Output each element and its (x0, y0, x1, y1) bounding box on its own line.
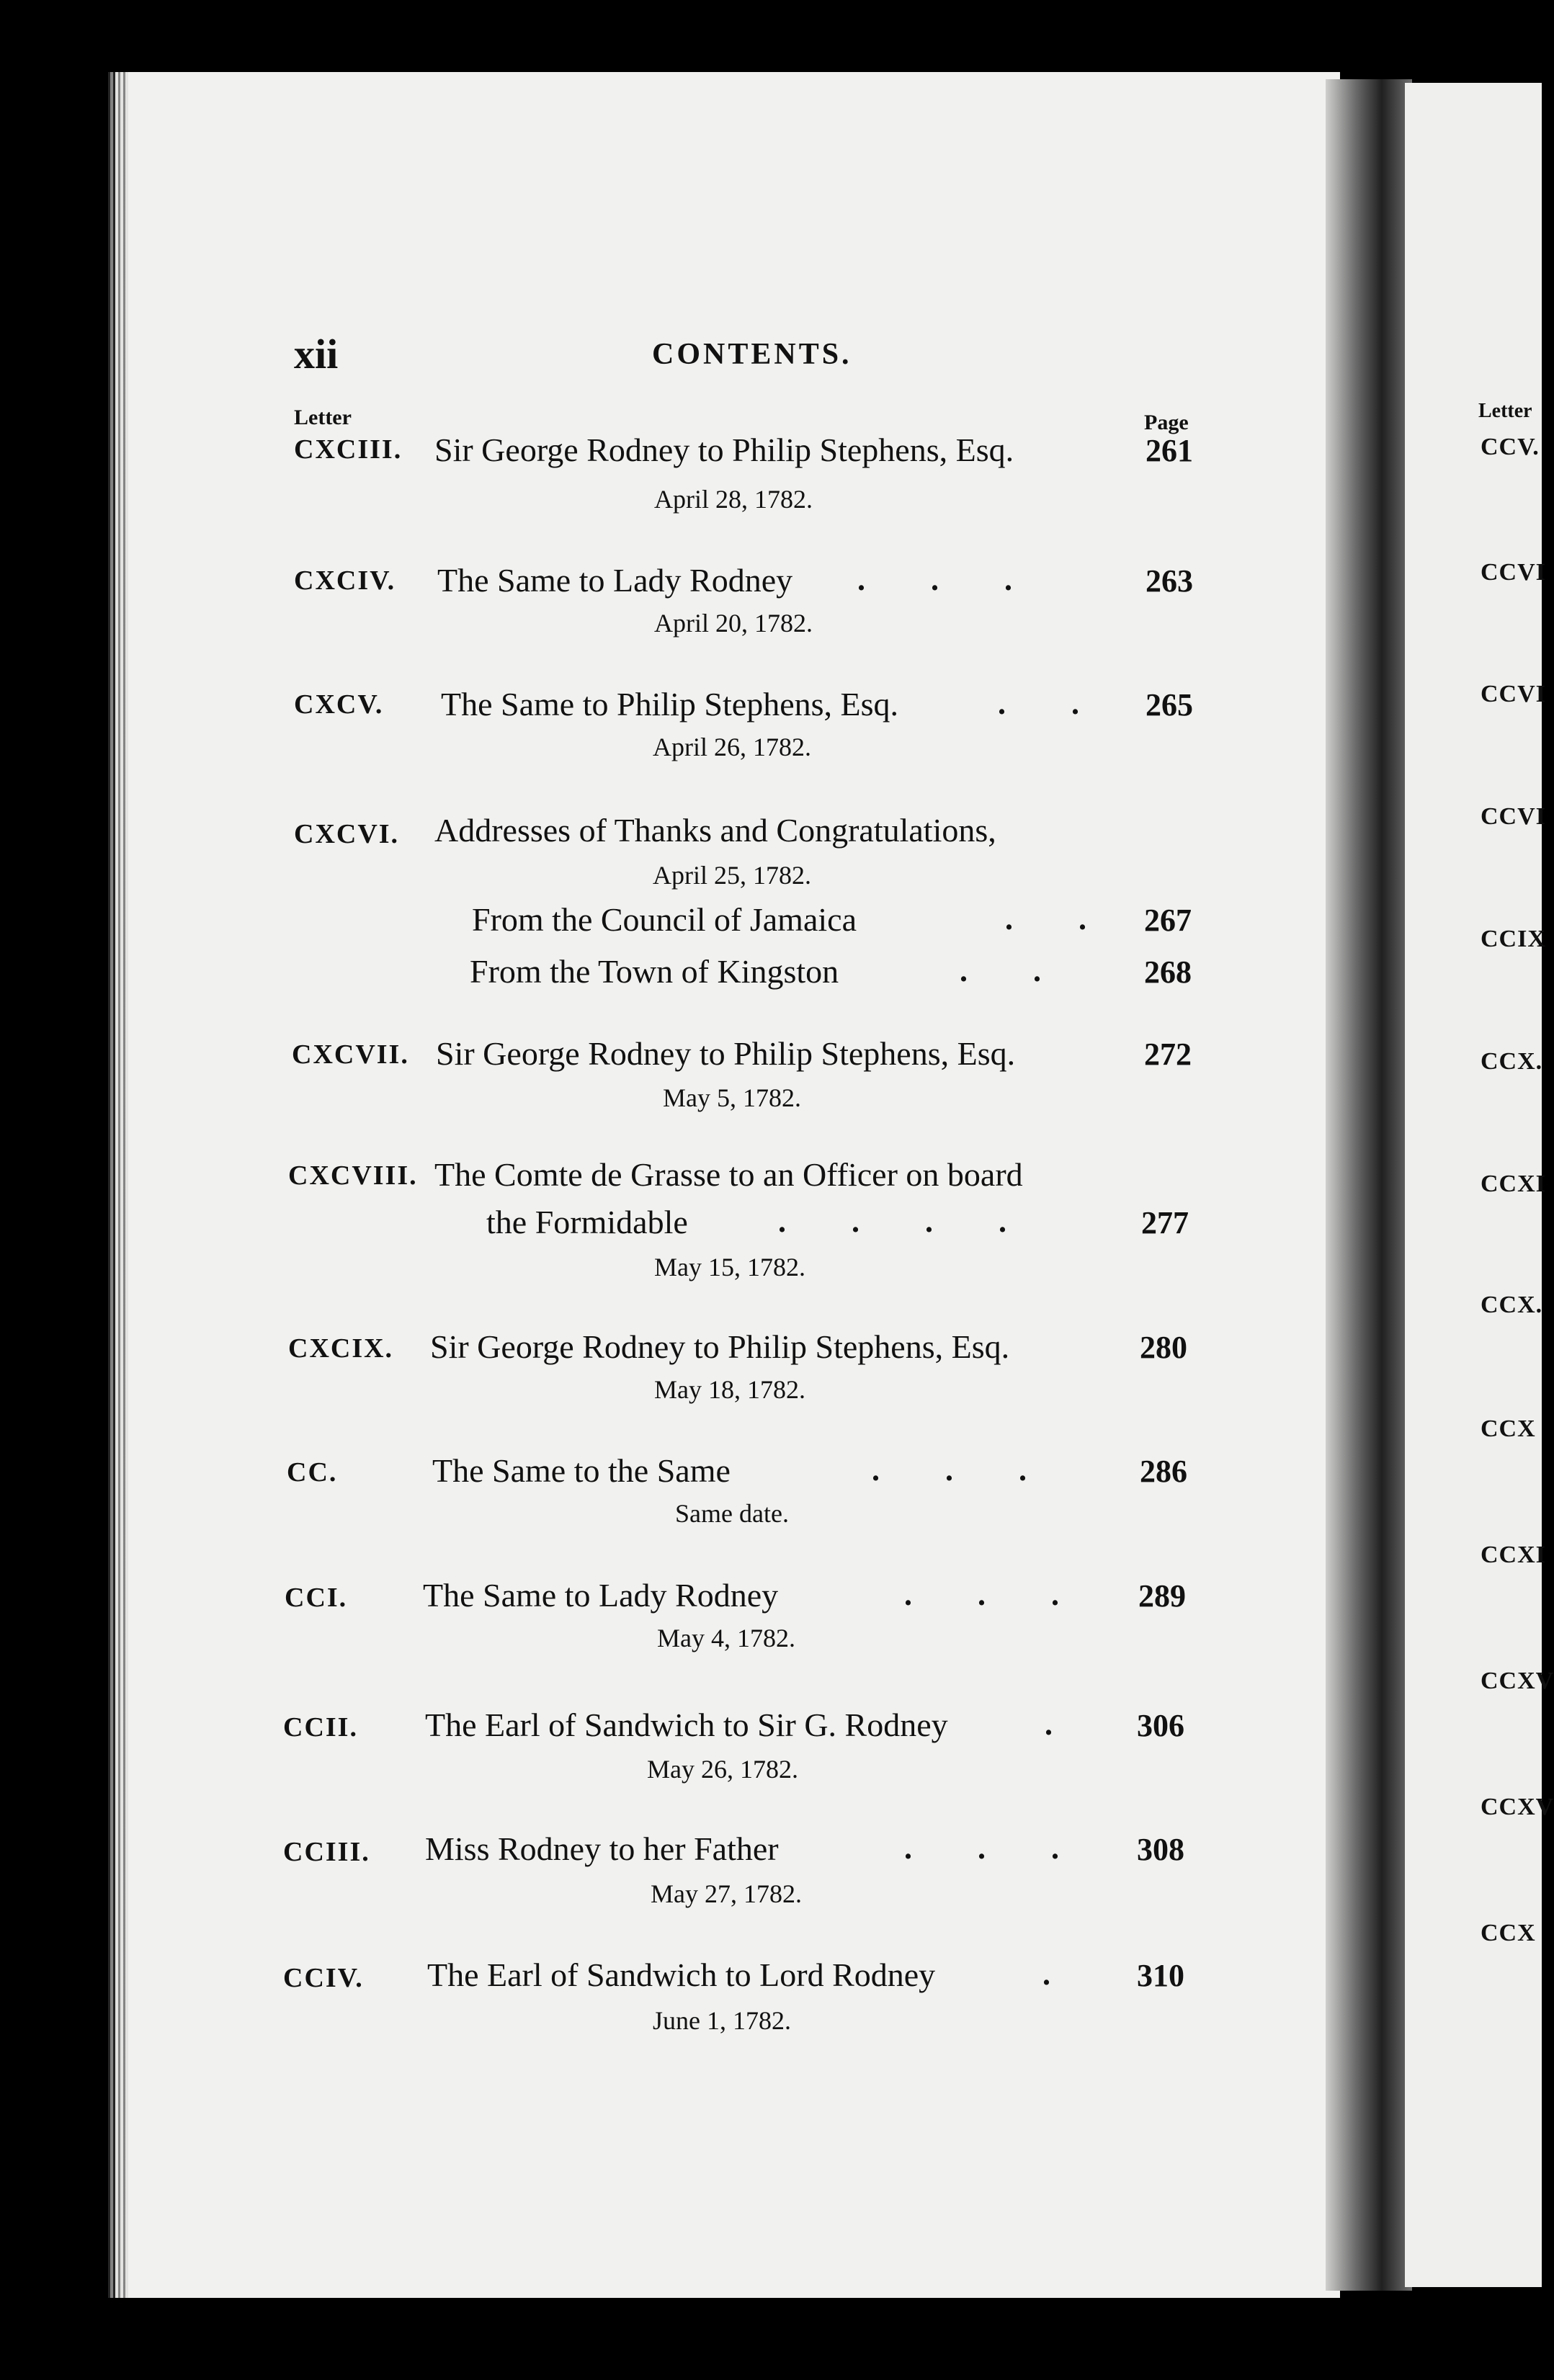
entry-title: The Earl of Sandwich to Lord Rodney (427, 1956, 936, 1993)
running-title: CONTENTS. (652, 338, 852, 371)
entry-number: CXCIV. (294, 565, 396, 596)
entry-page: 286 (1140, 1454, 1187, 1489)
entry-number: CC. (287, 1457, 338, 1488)
facing-entry-number: CCXV (1481, 1794, 1554, 1820)
entry-page: 265 (1146, 687, 1193, 722)
entry-date: April 26, 1782. (653, 733, 811, 761)
entry-date: May 15, 1782. (654, 1253, 805, 1281)
entry-date: May 4, 1782. (657, 1624, 795, 1652)
entry-date: May 27, 1782. (651, 1879, 802, 1908)
facing-entry-number: CCX (1481, 1920, 1536, 1946)
entry-page: 306 (1137, 1708, 1184, 1743)
facing-entry-number: CCV. (1481, 434, 1540, 460)
entry-number: CXCIII. (294, 434, 403, 465)
entry-title: The Comte de Grasse to an Officer on board (434, 1156, 1023, 1193)
leader-dots: . . (998, 686, 1108, 721)
entry-page: 308 (1137, 1832, 1184, 1867)
facing-entry-number: CCXV (1481, 1668, 1554, 1694)
facing-entry-number: CCVI (1481, 681, 1546, 707)
entry-title: The Same to Philip Stephens, Esq. (441, 686, 899, 722)
entry-date: May 18, 1782. (654, 1375, 805, 1404)
facing-entry-number: CCVI (1481, 559, 1546, 586)
facing-entry-number: CCIX (1481, 926, 1546, 952)
entry-number: CXCVIII. (288, 1160, 418, 1191)
sub-entry-page: 267 (1144, 903, 1192, 938)
facing-entry-number: CCXI (1481, 1542, 1546, 1568)
leader-dots: . . (1005, 901, 1115, 936)
entry-number: CCII. (283, 1712, 358, 1742)
entry-page: 272 (1144, 1037, 1192, 1072)
entry-page: 310 (1137, 1958, 1184, 1993)
leader-dots: . . . (857, 562, 1041, 597)
entry-page: 263 (1146, 563, 1193, 599)
entry-title: Sir George Rodney to Philip Stephens, Esq. (434, 431, 1014, 468)
sub-entry-title: From the Town of Kingston (470, 953, 839, 990)
entry-number: CCIV. (283, 1963, 364, 1993)
entry-number: CCI. (285, 1583, 348, 1613)
entry-number: CXCVI. (294, 819, 400, 849)
entry-date: April 20, 1782. (654, 609, 813, 638)
facing-entry-number: CCX. (1481, 1048, 1543, 1075)
entry-title: Addresses of Thanks and Congratulations, (434, 812, 996, 849)
letter-column-header: Letter (294, 406, 352, 429)
entry-title: The Earl of Sandwich to Sir G. Rodney (425, 1706, 948, 1743)
entry-date: April 25, 1782. (653, 861, 811, 890)
entry-number: CXCV. (294, 689, 384, 720)
leader-dots: . . (960, 953, 1070, 988)
entry-date: June 1, 1782. (653, 2006, 791, 2035)
page-edges (108, 72, 128, 2298)
entry-number: CXCIX. (288, 1333, 394, 1364)
leader-dots: . . . (904, 1577, 1088, 1612)
entry-date: April 28, 1782. (654, 485, 813, 514)
sub-entry-title: From the Council of Jamaica (472, 901, 857, 938)
page-number: xii (294, 331, 339, 377)
sub-entry-page: 268 (1144, 954, 1192, 990)
leader-dots: . (1042, 1956, 1079, 1992)
entry-page: 280 (1140, 1330, 1187, 1365)
leader-dots: . . . (872, 1452, 1055, 1488)
entry-title: Miss Rodney to her Father (425, 1830, 779, 1867)
entry-number: CXCVII. (292, 1039, 409, 1070)
page-column-header: Page (1144, 411, 1189, 434)
entry-title: The Same to Lady Rodney (423, 1577, 779, 1614)
entry-number: CCIII. (283, 1837, 370, 1867)
entry-title: The Same to the Same (432, 1452, 731, 1489)
facing-letter-header: Letter (1478, 400, 1532, 422)
entry-page: 289 (1138, 1578, 1186, 1614)
entry-title: The Same to Lady Rodney (437, 562, 793, 599)
entry-date: Same date. (675, 1499, 789, 1528)
book-gutter (1326, 79, 1412, 2291)
entry-page: 277 (1141, 1205, 1189, 1240)
leader-dots: . . . (904, 1830, 1088, 1866)
entry-date: May 26, 1782. (647, 1755, 798, 1784)
leader-dots: . . . . (778, 1204, 1035, 1239)
entry-date: May 5, 1782. (663, 1083, 801, 1112)
facing-entry-number: CCX (1481, 1415, 1536, 1442)
facing-entry-number: CCXI (1481, 1171, 1546, 1197)
entry-page: 261 (1146, 433, 1193, 468)
entry-title: Sir George Rodney to Philip Stephens, Esq. (430, 1328, 1010, 1365)
entry-title: Sir George Rodney to Philip Stephens, Esq. (436, 1035, 1016, 1072)
facing-entry-number: CCX. (1481, 1292, 1543, 1318)
leader-dots: . (1045, 1706, 1081, 1742)
facing-entry-number: CCVI (1481, 803, 1546, 830)
entry-title-continued: the Formidable (486, 1204, 688, 1240)
